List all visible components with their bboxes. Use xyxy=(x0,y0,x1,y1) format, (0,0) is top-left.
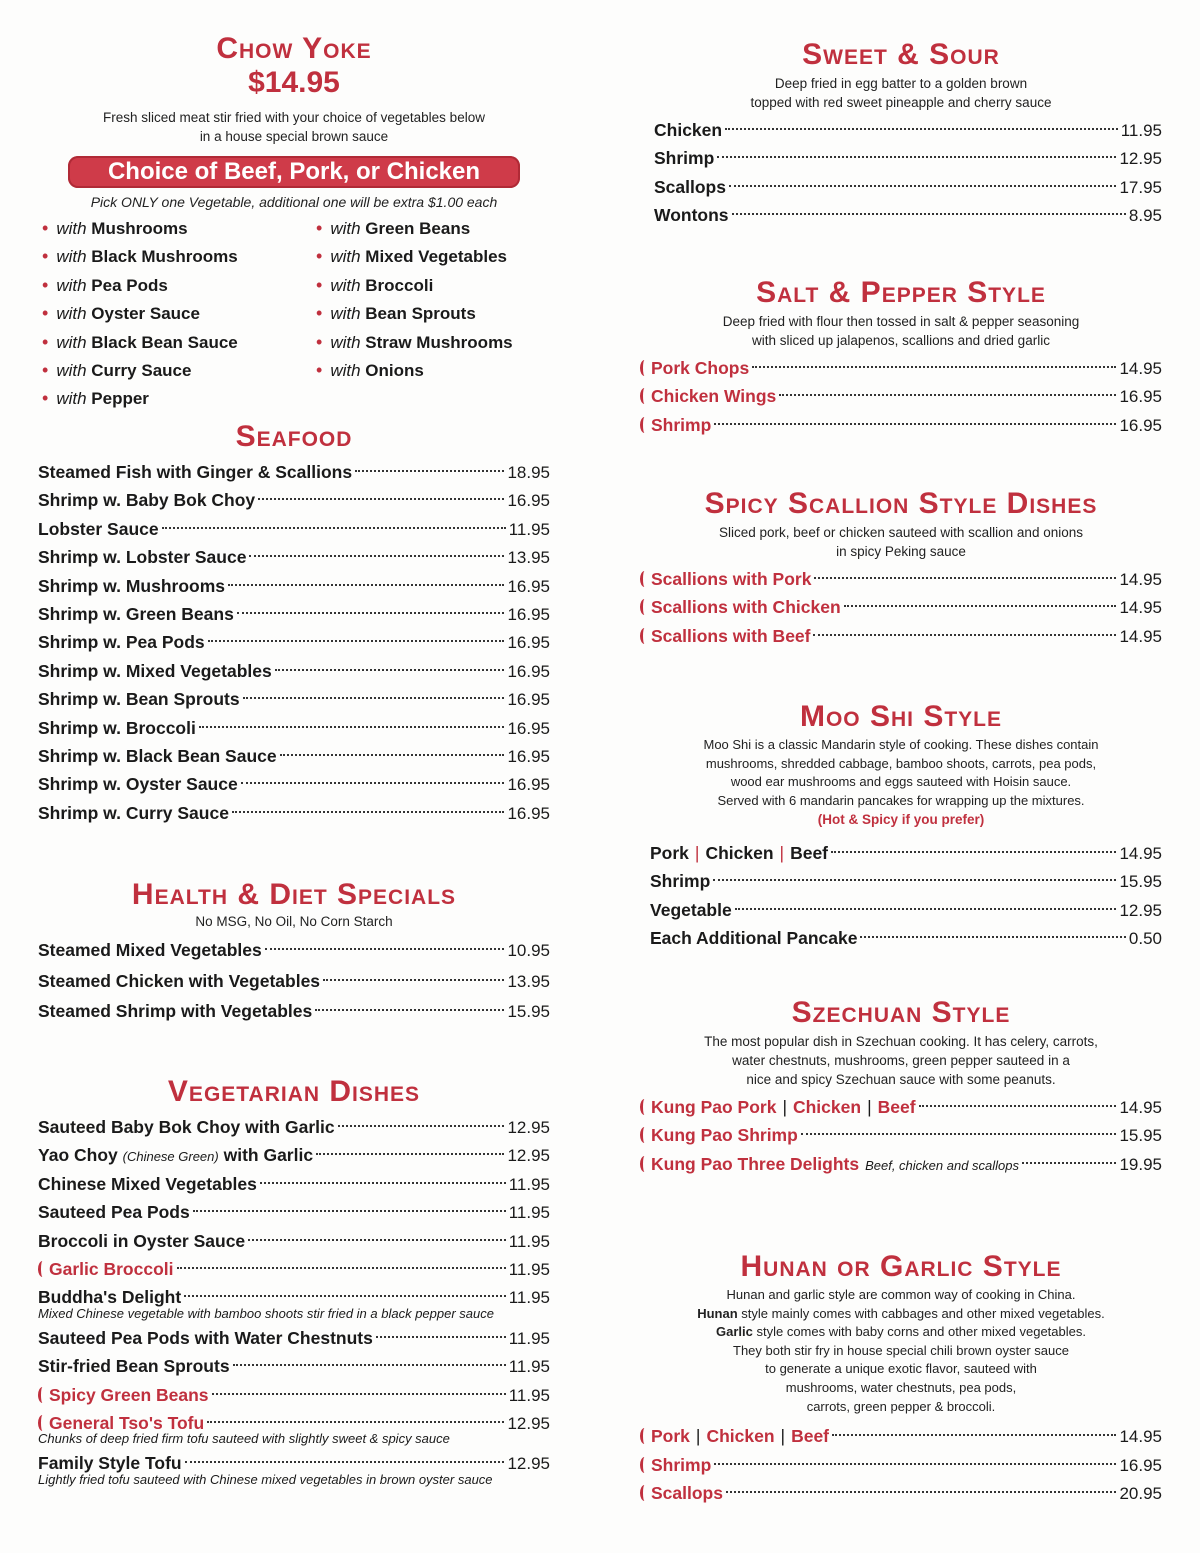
menu-item: Shrimp w. Bean Sprouts 16.95 xyxy=(38,689,550,710)
chili-pepper-icon xyxy=(640,1156,649,1172)
salt-pepper-section xyxy=(640,278,1162,439)
chili-pepper-icon xyxy=(640,599,649,615)
list-item: • with Pepper xyxy=(42,388,149,409)
health-diet-list xyxy=(38,935,550,1027)
menu-item: Broccoli in Oyster Sauce 11.95 xyxy=(38,1230,550,1251)
vegetarian-list xyxy=(38,1113,550,1488)
szechuan-section xyxy=(640,998,1162,1178)
chili-pepper-icon xyxy=(38,1387,47,1403)
list-item: • with Straw Mushrooms xyxy=(316,331,513,352)
moo-shi-desc-3: wood ear mushrooms and eggs sauteed with Hoisin sauce. xyxy=(730,774,1072,789)
seafood-title: Seafood xyxy=(235,420,353,453)
menu-item: Kung Pao Pork | Chicken | Beef 14.95 xyxy=(640,1093,1162,1121)
hot-spicy-note: (Hot & Spicy if you prefer) xyxy=(817,812,985,827)
chili-pepper-icon xyxy=(640,360,649,376)
list-item: • with Onions xyxy=(316,359,424,380)
menu-item: Sauteed Pea Pods with Water Chestnuts 11.95 xyxy=(38,1327,550,1348)
list-item: • with Pea Pods xyxy=(42,274,168,295)
menu-item: Steamed Shrimp with Vegetables 15.95 xyxy=(38,1001,550,1021)
menu-item: Shrimp 16.95 xyxy=(640,1451,1162,1479)
sweet-sour-section xyxy=(640,40,1162,230)
seafood-list xyxy=(38,458,550,827)
chili-pepper-icon xyxy=(640,1127,649,1143)
moo-shi-desc-2: mushrooms, shredded cabbage, bamboo shoots, carrots, pea pods, xyxy=(705,755,1097,771)
chili-pepper-icon xyxy=(640,1099,649,1115)
moo-shi-section xyxy=(640,702,1162,953)
list-item: • with Oyster Sauce xyxy=(42,303,200,324)
list-item: • with Mushrooms xyxy=(42,218,188,238)
spicy-scallion-list xyxy=(640,565,1162,650)
meat-choice-banner: Choice of Beef, Pork, or Chicken xyxy=(68,156,520,188)
seafood-section xyxy=(38,422,550,827)
menu-item: Shrimp w. Broccoli 16.95 xyxy=(38,717,550,738)
menu-item: Shrimp w. Curry Sauce 16.95 xyxy=(38,802,550,823)
chili-pepper-icon xyxy=(38,1415,47,1431)
sweet-sour-desc-2: topped with red sweet pineapple and cherry sauce xyxy=(750,95,1052,110)
moo-shi-title: Moo Shi Style xyxy=(799,700,1003,733)
menu-item: Chicken Wings 16.95 xyxy=(640,382,1162,410)
list-item: • with Broccoli xyxy=(316,274,434,295)
moo-shi-desc-1: Moo Shi is a classic Mandarin style of cooking. These dishes contain xyxy=(703,737,1099,752)
item-description: Lightly fried tofu sauteed with Chinese mixed vegetables in brown oyster sauce xyxy=(38,1471,493,1487)
menu-item: Shrimp 12.95 xyxy=(654,148,1162,169)
menu-item: Pork | Chicken | Beef 14.95 xyxy=(640,1422,1162,1450)
menu-item: Steamed Fish with Ginger & Scallions 18.95 xyxy=(38,462,550,482)
menu-item: Scallops 20.95 xyxy=(640,1479,1162,1507)
menu-item: Shrimp w. Oyster Sauce 16.95 xyxy=(38,774,550,795)
menu-item: Stir-fried Bean Sprouts 11.95 xyxy=(38,1356,550,1377)
chili-pepper-icon xyxy=(640,628,649,644)
list-item: • with Green Beans xyxy=(316,218,471,238)
menu-item: Wontons 8.95 xyxy=(654,205,1162,226)
szechuan-desc-1: The most popular dish in Szechuan cooking. It has celery, carrots, xyxy=(704,1034,1098,1049)
sweet-sour-title: Sweet & Sour xyxy=(802,38,1000,71)
menu-item: Scallions with Beef 14.95 xyxy=(640,622,1162,650)
menu-item: Family Style Tofu 12.95 xyxy=(38,1453,550,1474)
moo-shi-desc-4: Served with 6 mandarin pancakes for wrapping up the mixtures. xyxy=(717,792,1085,808)
hunan-garlic-title: Hunan or Garlic Style xyxy=(740,1250,1062,1283)
menu-item: Scallions with Chicken 14.95 xyxy=(640,593,1162,621)
salt-pepper-list xyxy=(640,354,1162,439)
hunan-desc-2: Hunan style mainly comes with cabbages and other mixed vegetables. xyxy=(697,1305,1105,1321)
menu-item: Shrimp w. Baby Bok Choy 16.95 xyxy=(38,490,550,511)
szechuan-desc-3: nice and spicy Szechuan sauce with some peanuts. xyxy=(746,1072,1056,1087)
menu-item: Shrimp w. Mixed Vegetables 16.95 xyxy=(38,660,550,681)
spicy-scallion-section xyxy=(640,489,1162,650)
vegetable-list-right xyxy=(316,214,546,413)
menu-item: Steamed Chicken with Vegetables 13.95 xyxy=(38,970,550,991)
list-item: • with Bean Sprouts xyxy=(316,303,476,324)
menu-item: Kung Pao Three Delights Beef, chicken and scallops 19.95 xyxy=(640,1150,1162,1178)
chow-yoke-price: $14.95 xyxy=(248,66,340,99)
sweet-sour-desc-1: Deep fried in egg batter to a golden brown xyxy=(774,76,1028,91)
spicy-scallion-desc-2: in spicy Peking sauce xyxy=(836,544,966,559)
health-diet-desc: No MSG, No Oil, No Corn Starch xyxy=(195,914,393,929)
chili-pepper-icon xyxy=(640,1485,649,1501)
chili-pepper-icon xyxy=(640,571,649,587)
chow-yoke-desc-2: in a house special brown sauce xyxy=(199,129,389,144)
salt-pepper-desc-2: with sliced up jalapenos, scallions and dried garlic xyxy=(752,333,1050,348)
szechuan-list xyxy=(640,1093,1162,1178)
menu-item: Pork | Chicken | Beef 14.95 xyxy=(650,843,1162,863)
menu-item: Lobster Sauce 11.95 xyxy=(38,518,550,539)
chili-pepper-icon xyxy=(640,388,649,404)
item-description: Chunks of deep fried firm tofu sauteed with slightly sweet & spicy sauce xyxy=(38,1431,450,1447)
vegetarian-section xyxy=(38,1077,550,1490)
chow-yoke-desc-1: Fresh sliced meat stir fried with your choice of vegetables below xyxy=(103,110,485,125)
szechuan-title: Szechuan Style xyxy=(791,996,1011,1029)
moo-shi-list xyxy=(640,839,1162,953)
szechuan-desc-2: water chestnuts, mushrooms, green pepper sauteed in a xyxy=(732,1053,1070,1068)
menu-item: Scallions with Pork 14.95 xyxy=(640,565,1162,593)
menu-item: Shrimp w. Mushrooms 16.95 xyxy=(38,575,550,596)
sweet-sour-list xyxy=(640,116,1162,230)
menu-item: Sauteed Baby Bok Choy with Garlic 12.95 xyxy=(38,1117,550,1137)
vegetable-choices xyxy=(42,214,550,413)
menu-item: Garlic Broccoli 11.95 xyxy=(38,1255,550,1283)
item-description: Mixed Chinese vegetable with bamboo shoots stir fried in a black pepper sauce xyxy=(38,1305,494,1321)
hunan-desc-6: mushrooms, water chestnuts, pea pods, xyxy=(785,1379,1017,1395)
menu-item: Buddha's Delight 11.95 xyxy=(38,1287,550,1308)
list-item: • with Curry Sauce xyxy=(42,359,192,380)
menu-item: Shrimp w. Green Beans 16.95 xyxy=(38,603,550,624)
chili-pepper-icon xyxy=(640,1428,649,1444)
hunan-garlic-section xyxy=(640,1252,1162,1507)
health-diet-section xyxy=(38,880,550,1027)
salt-pepper-title: Salt & Pepper Style xyxy=(756,276,1046,309)
menu-item: Yao Choy (Chinese Green) with Garlic 12.95 xyxy=(38,1145,550,1166)
menu-item: Chinese Mixed Vegetables 11.95 xyxy=(38,1173,550,1194)
vegetable-list-left xyxy=(42,214,316,413)
vegetarian-title: Vegetarian Dishes xyxy=(167,1075,421,1108)
chili-pepper-icon xyxy=(38,1261,47,1277)
menu-item: Shrimp 15.95 xyxy=(650,871,1162,892)
menu-item: Steamed Mixed Vegetables 10.95 xyxy=(38,940,550,960)
spicy-scallion-title: Spicy Scallion Style Dishes xyxy=(704,487,1098,520)
menu-item: Pork Chops 14.95 xyxy=(640,354,1162,382)
hunan-desc-1: Hunan and garlic style are common way of cooking in China. xyxy=(726,1287,1076,1302)
hunan-desc-7: carrots, green pepper & broccoli. xyxy=(806,1398,996,1414)
vegetable-note: Pick ONLY one Vegetable, additional one will be extra $1.00 each xyxy=(90,194,498,210)
hunan-garlic-list xyxy=(640,1422,1162,1507)
menu-item: Spicy Green Beans 11.95 xyxy=(38,1381,550,1409)
menu-item: Each Additional Pancake 0.50 xyxy=(650,928,1162,949)
menu-item: Scallops 17.95 xyxy=(654,176,1162,197)
menu-item: Shrimp w. Pea Pods 16.95 xyxy=(38,632,550,653)
hunan-desc-3: Garlic style comes with baby corns and other mixed vegetables. xyxy=(716,1324,1086,1340)
list-item: • with Black Mushrooms xyxy=(42,246,238,267)
spicy-scallion-desc-1: Sliced pork, beef or chicken sauteed with scallion and onions xyxy=(719,525,1083,540)
menu-item: Shrimp w. Black Bean Sauce 16.95 xyxy=(38,745,550,766)
menu-item: Chicken 11.95 xyxy=(654,120,1162,140)
chili-pepper-icon xyxy=(640,417,649,433)
list-item: • with Black Bean Sauce xyxy=(42,331,238,352)
chow-yoke-title: Chow Yoke xyxy=(216,32,372,65)
menu-item: Sauteed Pea Pods 11.95 xyxy=(38,1202,550,1223)
list-item: • with Mixed Vegetables xyxy=(316,246,508,267)
salt-pepper-desc-1: Deep fried with flour then tossed in salt & pepper seasoning xyxy=(722,314,1080,329)
chow-yoke-section xyxy=(38,34,550,413)
hunan-desc-5: to generate a unique exotic flavor, sauteed with xyxy=(765,1361,1037,1377)
menu-item: General Tso's Tofu 12.95 xyxy=(38,1409,550,1437)
menu-item: Shrimp 16.95 xyxy=(640,411,1162,439)
menu-item: Vegetable 12.95 xyxy=(650,899,1162,920)
menu-item: Shrimp w. Lobster Sauce 13.95 xyxy=(38,547,550,568)
chili-pepper-icon xyxy=(640,1457,649,1473)
menu-item: Kung Pao Shrimp 15.95 xyxy=(640,1121,1162,1149)
health-diet-title: Health & Diet Specials xyxy=(131,878,457,911)
hunan-desc-4: They both stir fry in house special chili brown oyster sauce xyxy=(733,1342,1069,1358)
